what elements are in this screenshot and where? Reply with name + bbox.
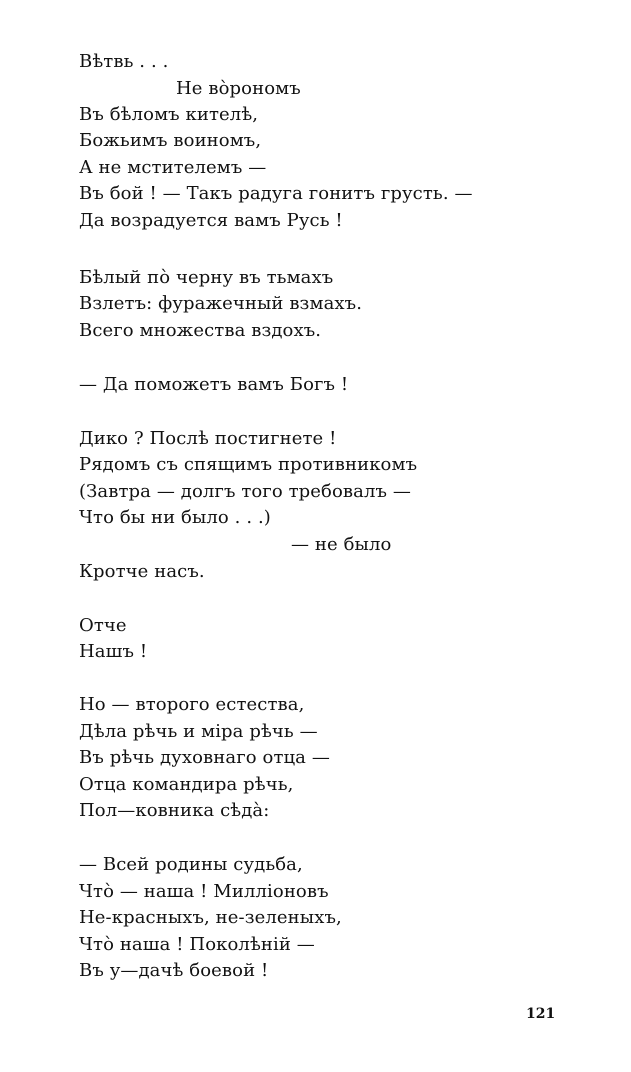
poem-line-14: (Завтра — долгъ того требовалъ — — [79, 481, 411, 502]
poem-line-10: Всего множества вздохъ. — [79, 320, 322, 341]
poem-line-25: — Всей родины судьба, — [79, 854, 303, 875]
poem-line-17: Кротче насъ. — [79, 561, 205, 582]
poem-line-2: Не вòрономъ — [176, 78, 301, 99]
poem-line-18: Отче — [79, 615, 127, 636]
poem-line-6: Въ бой ! — Такъ радуга гонитъ грусть. — — [79, 183, 473, 204]
poem-line-15: Что бы ни было . . .) — [79, 507, 271, 528]
poem-line-13: Рядомъ съ спящимъ противникомъ — [79, 454, 418, 475]
poem-line-5: А не мстителемъ — — [79, 157, 267, 178]
poem-line-19: Нашъ ! — [79, 641, 148, 662]
poem-line-28: Чтò наша ! Поколѣній — — [79, 934, 315, 955]
poem-line-29: Въ у—дачѣ боевой ! — [79, 960, 269, 981]
poem-line-24: Пол—ковника сѣдà: — [79, 800, 270, 821]
poem-line-21: Дѣла рѣчь и міра рѣчь — — [79, 721, 318, 742]
page-number: 121 — [526, 1006, 556, 1022]
poem-line-20: Но — второго естества, — [79, 694, 305, 715]
poem-line-27: Не-красныхъ, не-зеленыхъ, — [79, 907, 342, 928]
poem-line-3: Въ бѣломъ кителѣ, — [79, 104, 259, 125]
poem-line-4: Божьимъ воиномъ, — [79, 130, 262, 151]
poem-line-23: Отца командира рѣчь, — [79, 774, 294, 795]
poem-line-9: Взлетъ: фуражечный взмахъ. — [79, 293, 363, 314]
poem-line-8: Бѣлый пò черну въ тьмахъ — [79, 267, 334, 288]
poem-line-11: — Да поможетъ вамъ Богъ ! — [79, 374, 349, 395]
poem-line-22: Въ рѣчь духовнаго отца — — [79, 747, 330, 768]
poem-line-12: Дико ? Послѣ постигнете ! — [79, 428, 337, 449]
poem-line-26: Чтò — наша ! Милліоновъ — [79, 881, 329, 902]
poem-line-1: Вѣтвь . . . — [79, 51, 169, 72]
poem-line-16: — не было — [291, 534, 392, 555]
poem-line-7: Да возрадуется вамъ Русь ! — [79, 210, 343, 231]
